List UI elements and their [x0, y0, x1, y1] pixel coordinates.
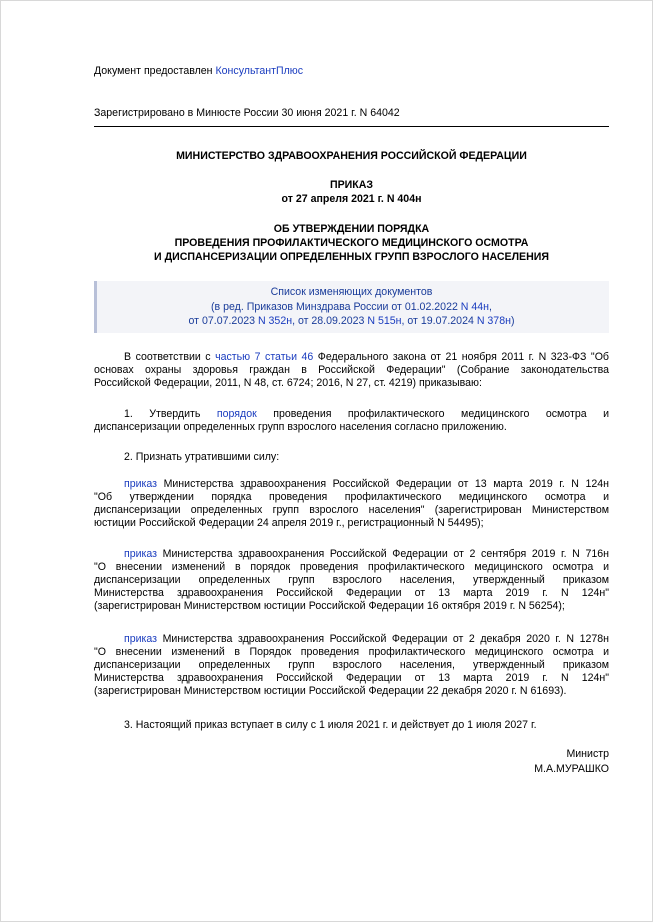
repealed-order-link-1278n[interactable]: приказ [124, 633, 158, 645]
changes-list-heading: Список изменяющих документов [270, 286, 433, 298]
preamble-line-3: Российской Федерации, 2011, N 48, ст. 6724; 2016, N 27, ст. 4219) приказываю: [94, 377, 482, 389]
paragraph-repealed-order-1 [94, 478, 609, 530]
repealed-3-line-5: (зарегистрирован Министерством юстиции Российской Федерации 22 декабря 2020 г. N 61693). [94, 685, 567, 697]
amendment-link-352n[interactable]: N 352н [257, 315, 293, 327]
order-date-number: от 27 апреля 2021 г. N 404н [281, 193, 422, 205]
repealed-2-line-3: диспансеризации определенных групп взрослого населения, утвержденный приказом [94, 574, 609, 586]
preamble-line-2: основах охраны здоровья граждан в Российской Федерации" (Собрание законодательства [94, 364, 609, 376]
preamble-line-1 [94, 351, 609, 364]
signature-position: Министр [566, 748, 609, 760]
registration-note: Зарегистрировано в Минюсте России 30 июня 2021 г. N 64042 [94, 107, 400, 119]
amendment-link-44n[interactable]: N 44н [460, 301, 490, 313]
ministry-title: МИНИСТЕРСТВО ЗДРАВООХРАНЕНИЯ РОССИЙСКОЙ ФЕДЕРАЦИИ [176, 150, 527, 162]
changes-text: , от 19.07.2024 [401, 315, 477, 327]
body-text: 1. Утвердить [124, 408, 217, 420]
item-1-line-1 [94, 408, 609, 421]
repealed-1-line-4: юстиции Российской Федерации 24 апреля 2019 г., регистрационный N 54495); [94, 517, 484, 529]
consultant-plus-link[interactable]: КонсультантПлюс [215, 65, 303, 77]
amendment-link-515n[interactable]: N 515н [367, 315, 402, 327]
repealed-1-line-3: диспансеризации определенных групп взрослого населения" (зарегистрирован Министерством [94, 504, 609, 516]
paragraph-repealed-order-3 [94, 633, 609, 698]
paragraph-preamble [94, 351, 609, 390]
paragraph-item-1 [94, 408, 609, 434]
repealed-3-line-4: Министерства здравоохранения Российской Федерации от 13 марта 2019 г. N 124н" [94, 672, 609, 684]
changes-text: от 07.07.2023 [188, 315, 258, 327]
changes-text: , от 28.09.2023 [292, 315, 368, 327]
amendment-link-378n[interactable]: N 378н [476, 315, 511, 327]
changes-list-line-3 [94, 315, 609, 328]
repealed-1-line-1 [94, 478, 609, 491]
paragraph-item-3 [94, 719, 609, 732]
repealed-2-line-4: Министерства здравоохранения Российской Федерации от 13 марта 2019 г. N 124н" [94, 587, 609, 599]
item-1-line-2: диспансеризации определенных групп взрослого населения согласно приложению. [94, 421, 507, 433]
law-article-link[interactable]: частью 7 статьи 46 [215, 351, 314, 363]
changes-list-line-2 [94, 301, 609, 314]
repealed-3-line-2: "О внесении изменений в Порядок проведения профилактического медицинского осмотра и [94, 646, 609, 658]
changes-text: (в ред. Приказов Минздрава России от 01.02.2022 [211, 301, 461, 313]
repealed-2-line-1 [94, 548, 609, 561]
repealed-order-link-716n[interactable]: приказ [124, 548, 158, 560]
body-text: Федерального закона от 21 ноября 2011 г. N 323-ФЗ "Об [313, 351, 609, 363]
changes-text: , [489, 301, 492, 313]
repealed-2-line-2: "О внесении изменений в порядок проведения профилактического медицинского осмотра и [94, 561, 609, 573]
repealed-3-line-3: диспансеризации определенных групп взрослого населения, утвержденный приказом [94, 659, 609, 671]
repealed-3-line-1 [94, 633, 609, 646]
procedure-link[interactable]: порядок [216, 408, 257, 420]
repealed-2-line-5: (зарегистрирован Министерством юстиции Российской Федерации 16 октября 2019 г. N 56254); [94, 600, 565, 612]
repealed-order-link-124n[interactable]: приказ [124, 478, 158, 490]
order-subject-line-2: ПРОВЕДЕНИЯ ПРОФИЛАКТИЧЕСКОГО МЕДИЦИНСКОГО ОСМОТРА [174, 237, 529, 249]
body-text: Министерства здравоохранения Российской Федерации от 2 сентября 2019 г. N 716н [157, 548, 609, 560]
order-subject-line-1: ОБ УТВЕРЖДЕНИИ ПОРЯДКА [273, 223, 430, 235]
body-text: проведения профилактического медицинского осмотра и [256, 408, 609, 420]
repealed-1-line-2: "Об утверждении порядка проведения профилактического медицинского осмотра и [94, 491, 609, 503]
header-divider [94, 126, 609, 127]
item-2-line: 2. Признать утратившими силу: [124, 451, 280, 463]
order-heading: ПРИКАЗ [329, 179, 374, 191]
provided-by-text: Документ предоставлен [94, 65, 216, 77]
body-text: Министерства здравоохранения Российской Федерации от 13 марта 2019 г. N 124н [157, 478, 609, 490]
provided-by-line [94, 65, 303, 78]
changes-text: ) [510, 315, 515, 327]
signature-name: М.А.МУРАШКО [534, 763, 609, 775]
order-subject-line-3: И ДИСПАНСЕРИЗАЦИИ ОПРЕДЕЛЕННЫХ ГРУПП ВЗРОСЛОГО НАСЕЛЕНИЯ [154, 251, 549, 263]
body-text: В соответствии с [124, 351, 216, 363]
paragraph-item-2 [94, 451, 609, 464]
paragraph-repealed-order-2 [94, 548, 609, 613]
item-3-line: 3. Настоящий приказ вступает в силу с 1 июля 2021 г. и действует до 1 июля 2027 г. [124, 719, 537, 731]
body-text: Министерства здравоохранения Российской Федерации от 2 декабря 2020 г. N 1278н [157, 633, 609, 645]
